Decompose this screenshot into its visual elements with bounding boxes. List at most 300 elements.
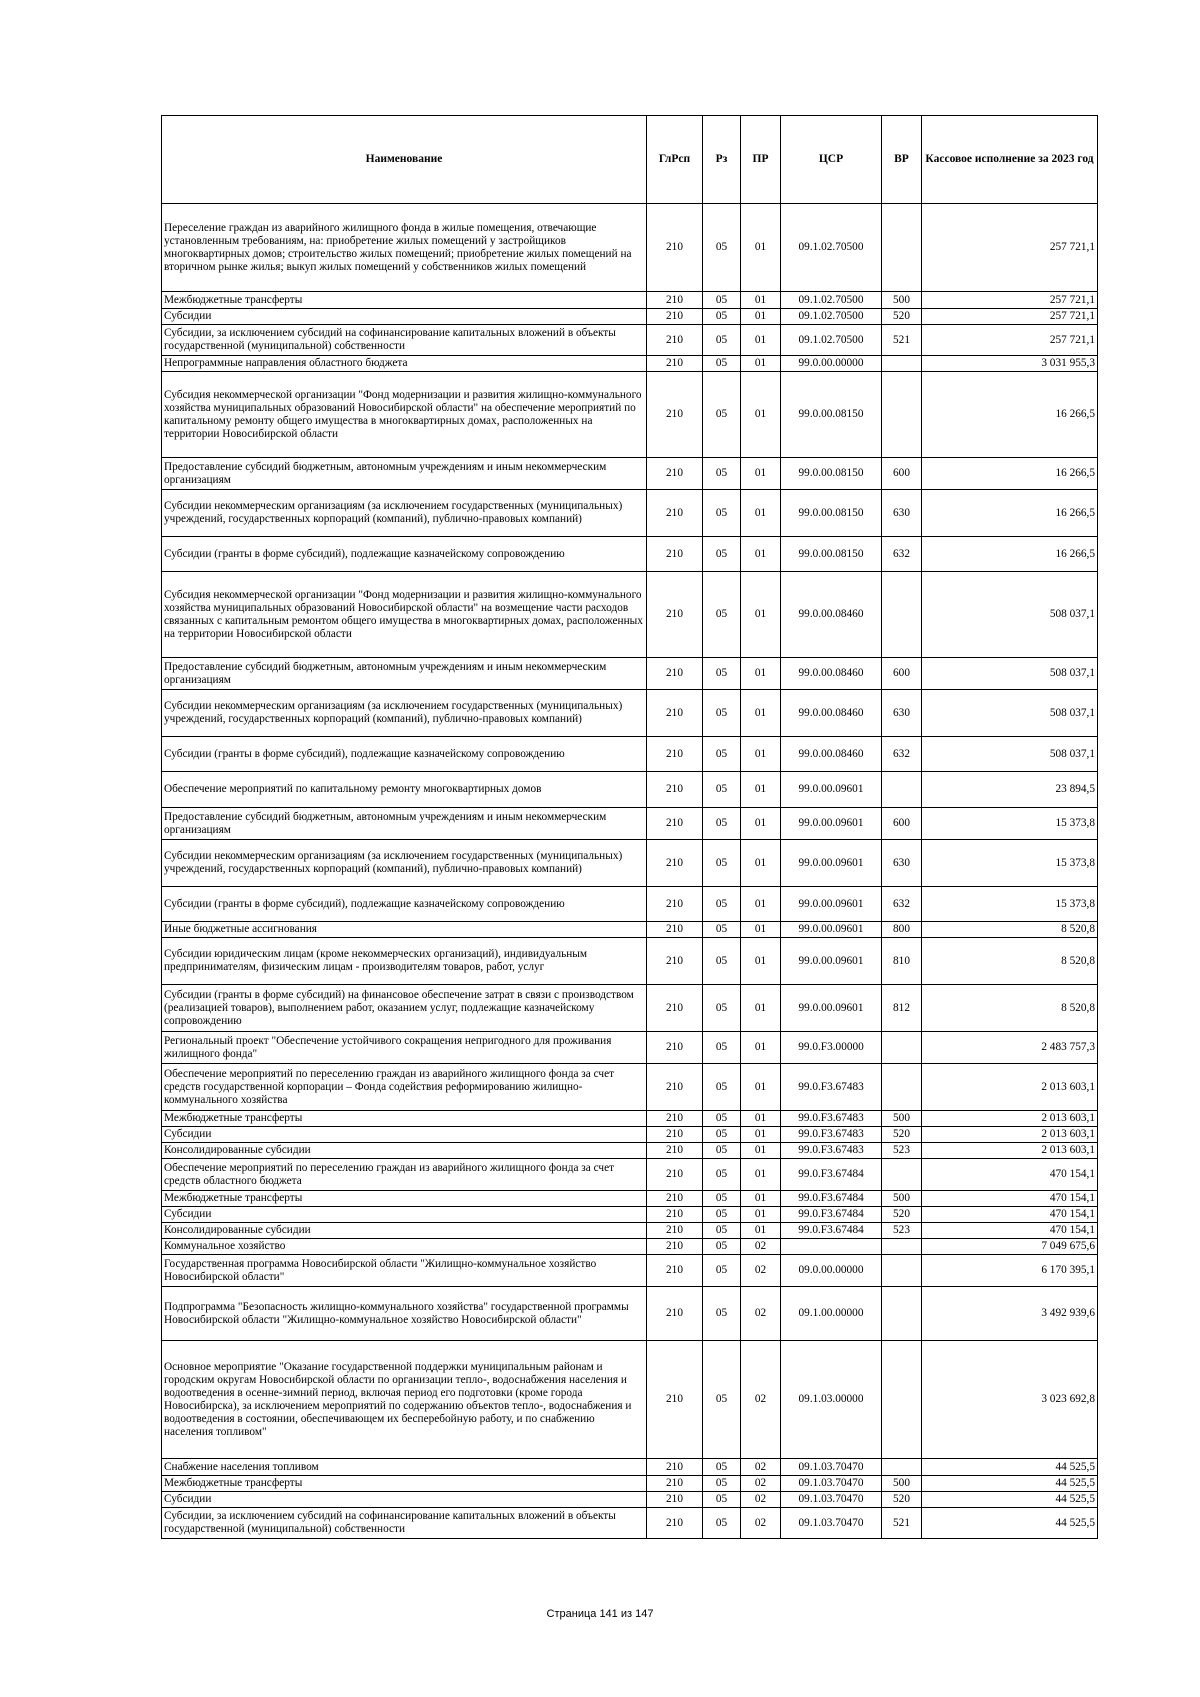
col-header-pr: ПР bbox=[741, 116, 781, 204]
cell-rz: 05 bbox=[703, 537, 741, 572]
col-header-name: Наименование bbox=[162, 116, 647, 204]
cell-rz: 05 bbox=[703, 1191, 741, 1207]
cell-vr: 500 bbox=[882, 1476, 922, 1492]
table-row bbox=[162, 840, 1098, 887]
cell-amount: 8 520,8 bbox=[922, 922, 1098, 938]
cell-name: Субсидии bbox=[162, 309, 647, 325]
cell-csr: 99.0.F3.67483 bbox=[781, 1064, 882, 1111]
cell-csr: 99.0.00.08460 bbox=[781, 658, 882, 690]
cell-vr: 520 bbox=[882, 1207, 922, 1223]
cell-glrsp: 210 bbox=[647, 1255, 703, 1287]
cell-rz: 05 bbox=[703, 1207, 741, 1223]
cell-vr: 810 bbox=[882, 938, 922, 985]
cell-glrsp: 210 bbox=[647, 737, 703, 772]
cell-glrsp: 210 bbox=[647, 1143, 703, 1159]
cell-vr bbox=[882, 1255, 922, 1287]
cell-rz: 05 bbox=[703, 1111, 741, 1127]
cell-name: Межбюджетные трансферты bbox=[162, 1111, 647, 1127]
cell-csr: 09.1.02.70500 bbox=[781, 204, 882, 292]
cell-name: Предоставление субсидий бюджетным, автономным учреждениям и иным некоммерческим организациям bbox=[162, 658, 647, 690]
cell-vr: 800 bbox=[882, 922, 922, 938]
cell-name: Субсидии bbox=[162, 1492, 647, 1508]
table-row bbox=[162, 1239, 1098, 1255]
cell-name: Субсидии некоммерческим организациям (за исключением государственных (муниципальных) учреждений, государственных корпораций (компаний), публично-правовых компаний) bbox=[162, 490, 647, 537]
cell-glrsp: 210 bbox=[647, 1287, 703, 1341]
cell-pr: 01 bbox=[741, 1223, 781, 1239]
cell-glrsp: 210 bbox=[647, 772, 703, 808]
cell-amount: 3 031 955,3 bbox=[922, 356, 1098, 372]
cell-name: Переселение граждан из аварийного жилищного фонда в жилые помещения, отвечающие установленным требованиям, на: приобретение жилых помещений у застройщиков многоквартирных домов; строительство жилых помещений; приобретение жилых помещений на вторичном рынке жилья; выкуп жилых помещений у собственников жилых помещений bbox=[162, 204, 647, 292]
cell-glrsp: 210 bbox=[647, 1127, 703, 1143]
table-row bbox=[162, 1476, 1098, 1492]
cell-csr bbox=[781, 1239, 882, 1255]
cell-pr: 01 bbox=[741, 1207, 781, 1223]
cell-name: Основное мероприятие "Оказание государственной поддержки муниципальным районам и городским округам Новосибирской области по организации тепло-, водоснабжения населения и водоотведения в осенне-зимний период, включая период его подготовки (кроме города Новосибирска), за исключением мероприятий по содержанию объектов тепло-, водоснабжения и водоотведения в состоянии, обеспечивающем их бесперебойную работу, и по снабжению населения топливом" bbox=[162, 1341, 647, 1459]
cell-rz: 05 bbox=[703, 772, 741, 808]
table-row bbox=[162, 1287, 1098, 1341]
table-row bbox=[162, 572, 1098, 658]
table-row bbox=[162, 537, 1098, 572]
cell-amount: 470 154,1 bbox=[922, 1159, 1098, 1191]
cell-vr bbox=[882, 1239, 922, 1255]
cell-name: Государственная программа Новосибирской области "Жилищно-коммунальное хозяйство Новосибирской области" bbox=[162, 1255, 647, 1287]
cell-vr: 630 bbox=[882, 490, 922, 537]
table-row bbox=[162, 1127, 1098, 1143]
cell-pr: 01 bbox=[741, 1032, 781, 1064]
cell-name: Подпрограмма "Безопасность жилищно-коммунального хозяйства" государственной программы Новосибирской области "Жилищно-коммунальное хозяйство Новосибирской области" bbox=[162, 1287, 647, 1341]
cell-csr: 09.1.02.70500 bbox=[781, 325, 882, 356]
cell-glrsp: 210 bbox=[647, 985, 703, 1032]
cell-amount: 7 049 675,6 bbox=[922, 1239, 1098, 1255]
cell-csr: 99.0.00.08150 bbox=[781, 372, 882, 458]
cell-csr: 09.1.02.70500 bbox=[781, 309, 882, 325]
cell-vr: 521 bbox=[882, 1508, 922, 1539]
cell-name: Обеспечение мероприятий по переселению граждан из аварийного жилищного фонда за счет средств областного бюджета bbox=[162, 1159, 647, 1191]
cell-amount: 508 037,1 bbox=[922, 737, 1098, 772]
cell-csr: 99.0.00.08150 bbox=[781, 458, 882, 490]
cell-pr: 01 bbox=[741, 690, 781, 737]
cell-glrsp: 210 bbox=[647, 572, 703, 658]
cell-rz: 05 bbox=[703, 325, 741, 356]
table-row bbox=[162, 1459, 1098, 1476]
cell-glrsp: 210 bbox=[647, 938, 703, 985]
cell-pr: 02 bbox=[741, 1492, 781, 1508]
cell-csr: 99.0.F3.67483 bbox=[781, 1127, 882, 1143]
cell-pr: 01 bbox=[741, 1111, 781, 1127]
cell-name: Межбюджетные трансферты bbox=[162, 1191, 647, 1207]
table-row bbox=[162, 325, 1098, 356]
cell-pr: 01 bbox=[741, 309, 781, 325]
cell-rz: 05 bbox=[703, 1064, 741, 1111]
cell-amount: 257 721,1 bbox=[922, 309, 1098, 325]
table-row bbox=[162, 922, 1098, 938]
cell-glrsp: 210 bbox=[647, 1341, 703, 1459]
table-row bbox=[162, 356, 1098, 372]
table-row bbox=[162, 1223, 1098, 1239]
cell-pr: 01 bbox=[741, 658, 781, 690]
cell-rz: 05 bbox=[703, 1127, 741, 1143]
cell-amount: 470 154,1 bbox=[922, 1207, 1098, 1223]
cell-vr: 600 bbox=[882, 458, 922, 490]
cell-csr: 09.1.03.70470 bbox=[781, 1459, 882, 1476]
cell-vr: 600 bbox=[882, 658, 922, 690]
table-row bbox=[162, 372, 1098, 458]
cell-glrsp: 210 bbox=[647, 887, 703, 922]
cell-rz: 05 bbox=[703, 1143, 741, 1159]
cell-glrsp: 210 bbox=[647, 808, 703, 840]
cell-name: Субсидии (гранты в форме субсидий), подлежащие казначейскому сопровождению bbox=[162, 537, 647, 572]
cell-pr: 01 bbox=[741, 887, 781, 922]
cell-name: Снабжение населения топливом bbox=[162, 1459, 647, 1476]
cell-glrsp: 210 bbox=[647, 204, 703, 292]
cell-glrsp: 210 bbox=[647, 1459, 703, 1476]
cell-amount: 16 266,5 bbox=[922, 458, 1098, 490]
cell-csr: 99.0.F3.67484 bbox=[781, 1207, 882, 1223]
cell-csr: 09.0.00.00000 bbox=[781, 1255, 882, 1287]
table-row bbox=[162, 1341, 1098, 1459]
cell-pr: 02 bbox=[741, 1341, 781, 1459]
cell-pr: 01 bbox=[741, 1191, 781, 1207]
page-footer: Страница 141 из 147 bbox=[546, 1608, 654, 1620]
cell-amount: 257 721,1 bbox=[922, 292, 1098, 309]
cell-csr: 99.0.00.00000 bbox=[781, 356, 882, 372]
cell-vr: 632 bbox=[882, 887, 922, 922]
cell-name: Межбюджетные трансферты bbox=[162, 1476, 647, 1492]
cell-name: Субсидии bbox=[162, 1127, 647, 1143]
table-row bbox=[162, 1064, 1098, 1111]
cell-amount: 2 013 603,1 bbox=[922, 1064, 1098, 1111]
cell-vr bbox=[882, 1159, 922, 1191]
cell-pr: 01 bbox=[741, 808, 781, 840]
cell-name: Субсидии некоммерческим организациям (за исключением государственных (муниципальных) учреждений, государственных корпораций (компаний), публично-правовых компаний) bbox=[162, 840, 647, 887]
cell-name: Межбюджетные трансферты bbox=[162, 292, 647, 309]
cell-glrsp: 210 bbox=[647, 490, 703, 537]
cell-rz: 05 bbox=[703, 808, 741, 840]
cell-csr: 99.0.00.09601 bbox=[781, 808, 882, 840]
cell-vr bbox=[882, 1287, 922, 1341]
cell-csr: 99.0.F3.00000 bbox=[781, 1032, 882, 1064]
cell-vr: 812 bbox=[882, 985, 922, 1032]
cell-csr: 99.0.00.09601 bbox=[781, 985, 882, 1032]
cell-glrsp: 210 bbox=[647, 372, 703, 458]
table-row bbox=[162, 1207, 1098, 1223]
cell-rz: 05 bbox=[703, 1341, 741, 1459]
cell-csr: 99.0.00.08460 bbox=[781, 737, 882, 772]
cell-amount: 3 492 939,6 bbox=[922, 1287, 1098, 1341]
cell-name: Обеспечение мероприятий по капитальному ремонту многоквартирных домов bbox=[162, 772, 647, 808]
cell-csr: 99.0.F3.67483 bbox=[781, 1111, 882, 1127]
cell-csr: 99.0.F3.67484 bbox=[781, 1191, 882, 1207]
cell-vr: 630 bbox=[882, 840, 922, 887]
cell-csr: 09.1.03.70470 bbox=[781, 1476, 882, 1492]
cell-vr bbox=[882, 1032, 922, 1064]
cell-vr bbox=[882, 772, 922, 808]
cell-vr: 523 bbox=[882, 1223, 922, 1239]
cell-amount: 6 170 395,1 bbox=[922, 1255, 1098, 1287]
table-body bbox=[162, 204, 1098, 1539]
cell-amount: 470 154,1 bbox=[922, 1223, 1098, 1239]
cell-rz: 05 bbox=[703, 1287, 741, 1341]
cell-vr bbox=[882, 372, 922, 458]
cell-pr: 02 bbox=[741, 1459, 781, 1476]
cell-rz: 05 bbox=[703, 938, 741, 985]
cell-name: Региональный проект "Обеспечение устойчивого сокращения непригодного для проживания жилищного фонда" bbox=[162, 1032, 647, 1064]
cell-pr: 01 bbox=[741, 490, 781, 537]
cell-vr bbox=[882, 1064, 922, 1111]
cell-glrsp: 210 bbox=[647, 1476, 703, 1492]
cell-vr bbox=[882, 204, 922, 292]
cell-csr: 99.0.00.09601 bbox=[781, 840, 882, 887]
budget-table bbox=[161, 115, 1098, 1539]
table-row bbox=[162, 1492, 1098, 1508]
cell-glrsp: 210 bbox=[647, 356, 703, 372]
table-row bbox=[162, 737, 1098, 772]
cell-glrsp: 210 bbox=[647, 1159, 703, 1191]
table-row bbox=[162, 690, 1098, 737]
cell-vr bbox=[882, 572, 922, 658]
table-row bbox=[162, 938, 1098, 985]
cell-amount: 44 525,5 bbox=[922, 1508, 1098, 1539]
cell-amount: 16 266,5 bbox=[922, 537, 1098, 572]
cell-vr: 600 bbox=[882, 808, 922, 840]
table-header-row bbox=[162, 116, 1098, 204]
table-row bbox=[162, 985, 1098, 1032]
table-row bbox=[162, 1508, 1098, 1539]
cell-rz: 05 bbox=[703, 1459, 741, 1476]
cell-pr: 01 bbox=[741, 292, 781, 309]
cell-rz: 05 bbox=[703, 490, 741, 537]
cell-vr bbox=[882, 1459, 922, 1476]
cell-glrsp: 210 bbox=[647, 1492, 703, 1508]
cell-rz: 05 bbox=[703, 1492, 741, 1508]
cell-rz: 05 bbox=[703, 1255, 741, 1287]
cell-csr: 09.1.03.70470 bbox=[781, 1492, 882, 1508]
cell-rz: 05 bbox=[703, 309, 741, 325]
cell-pr: 01 bbox=[741, 204, 781, 292]
cell-pr: 02 bbox=[741, 1476, 781, 1492]
table-row bbox=[162, 887, 1098, 922]
table-row bbox=[162, 658, 1098, 690]
cell-rz: 05 bbox=[703, 1508, 741, 1539]
cell-vr: 523 bbox=[882, 1143, 922, 1159]
cell-csr: 99.0.00.09601 bbox=[781, 922, 882, 938]
cell-pr: 02 bbox=[741, 1287, 781, 1341]
cell-rz: 05 bbox=[703, 887, 741, 922]
cell-csr: 99.0.00.08150 bbox=[781, 490, 882, 537]
cell-name: Обеспечение мероприятий по переселению граждан из аварийного жилищного фонда за счет средств государственной корпорации – Фонда содействия реформированию жилищно-коммунального хозяйства bbox=[162, 1064, 647, 1111]
cell-glrsp: 210 bbox=[647, 292, 703, 309]
cell-name: Предоставление субсидий бюджетным, автономным учреждениям и иным некоммерческим организациям bbox=[162, 808, 647, 840]
cell-name: Субсидия некоммерческой организации "Фонд модернизации и развития жилищно-коммунального хозяйства муниципальных образований Новосибирской области" на обеспечение мероприятий по капитальному ремонту общего имущества в многоквартирных домах, расположенных на территории Новосибирской области bbox=[162, 372, 647, 458]
cell-glrsp: 210 bbox=[647, 658, 703, 690]
cell-amount: 44 525,5 bbox=[922, 1459, 1098, 1476]
cell-amount: 23 894,5 bbox=[922, 772, 1098, 808]
cell-amount: 8 520,8 bbox=[922, 985, 1098, 1032]
cell-vr: 632 bbox=[882, 537, 922, 572]
cell-glrsp: 210 bbox=[647, 1239, 703, 1255]
cell-name: Субсидии, за исключением субсидий на софинансирование капитальных вложений в объекты государственной (муниципальной) собственности bbox=[162, 1508, 647, 1539]
cell-rz: 05 bbox=[703, 572, 741, 658]
cell-pr: 01 bbox=[741, 1159, 781, 1191]
table-row bbox=[162, 309, 1098, 325]
table-row bbox=[162, 772, 1098, 808]
cell-rz: 05 bbox=[703, 356, 741, 372]
cell-vr bbox=[882, 356, 922, 372]
cell-rz: 05 bbox=[703, 840, 741, 887]
cell-pr: 01 bbox=[741, 458, 781, 490]
table-row bbox=[162, 1159, 1098, 1191]
cell-csr: 99.0.00.09601 bbox=[781, 887, 882, 922]
cell-glrsp: 210 bbox=[647, 1032, 703, 1064]
cell-rz: 05 bbox=[703, 204, 741, 292]
cell-rz: 05 bbox=[703, 737, 741, 772]
cell-rz: 05 bbox=[703, 372, 741, 458]
col-header-rz: Рз bbox=[703, 116, 741, 204]
cell-csr: 99.0.00.09601 bbox=[781, 938, 882, 985]
cell-csr: 09.1.03.00000 bbox=[781, 1341, 882, 1459]
cell-amount: 16 266,5 bbox=[922, 490, 1098, 537]
cell-vr: 521 bbox=[882, 325, 922, 356]
cell-vr: 520 bbox=[882, 1127, 922, 1143]
cell-amount: 508 037,1 bbox=[922, 572, 1098, 658]
cell-vr: 500 bbox=[882, 1191, 922, 1207]
cell-glrsp: 210 bbox=[647, 1508, 703, 1539]
cell-pr: 02 bbox=[741, 1239, 781, 1255]
table-row bbox=[162, 1111, 1098, 1127]
cell-pr: 01 bbox=[741, 938, 781, 985]
cell-glrsp: 210 bbox=[647, 309, 703, 325]
col-header-glrsp: ГлРсп bbox=[647, 116, 703, 204]
cell-pr: 01 bbox=[741, 1127, 781, 1143]
col-header-csr: ЦСР bbox=[781, 116, 882, 204]
col-header-vr: ВР bbox=[882, 116, 922, 204]
cell-amount: 15 373,8 bbox=[922, 887, 1098, 922]
cell-name: Коммунальное хозяйство bbox=[162, 1239, 647, 1255]
cell-rz: 05 bbox=[703, 658, 741, 690]
cell-name: Субсидии юридическим лицам (кроме некоммерческих организаций), индивидуальным предпринимателям, физическим лицам - производителям товаров, работ, услуг bbox=[162, 938, 647, 985]
cell-pr: 02 bbox=[741, 1508, 781, 1539]
cell-name: Консолидированные субсидии bbox=[162, 1143, 647, 1159]
cell-glrsp: 210 bbox=[647, 458, 703, 490]
cell-vr bbox=[882, 1341, 922, 1459]
cell-rz: 05 bbox=[703, 458, 741, 490]
cell-glrsp: 210 bbox=[647, 1191, 703, 1207]
cell-csr: 09.1.02.70500 bbox=[781, 292, 882, 309]
cell-rz: 05 bbox=[703, 985, 741, 1032]
cell-vr: 520 bbox=[882, 1492, 922, 1508]
cell-glrsp: 210 bbox=[647, 325, 703, 356]
cell-amount: 44 525,5 bbox=[922, 1492, 1098, 1508]
cell-name: Субсидии некоммерческим организациям (за исключением государственных (муниципальных) учреждений, государственных корпораций (компаний), публично-правовых компаний) bbox=[162, 690, 647, 737]
cell-name: Субсидии, за исключением субсидий на софинансирование капитальных вложений в объекты государственной (муниципальной) собственности bbox=[162, 325, 647, 356]
cell-csr: 99.0.F3.67484 bbox=[781, 1159, 882, 1191]
cell-vr: 632 bbox=[882, 737, 922, 772]
cell-pr: 01 bbox=[741, 372, 781, 458]
cell-pr: 01 bbox=[741, 922, 781, 938]
cell-glrsp: 210 bbox=[647, 1111, 703, 1127]
cell-csr: 99.0.F3.67484 bbox=[781, 1223, 882, 1239]
cell-amount: 470 154,1 bbox=[922, 1191, 1098, 1207]
cell-name: Предоставление субсидий бюджетным, автономным учреждениям и иным некоммерческим организациям bbox=[162, 458, 647, 490]
cell-pr: 01 bbox=[741, 1064, 781, 1111]
cell-name: Иные бюджетные ассигнования bbox=[162, 922, 647, 938]
cell-name: Субсидии (гранты в форме субсидий), подлежащие казначейскому сопровождению bbox=[162, 737, 647, 772]
cell-name: Субсидии bbox=[162, 1207, 647, 1223]
cell-csr: 99.0.00.08460 bbox=[781, 690, 882, 737]
table-row bbox=[162, 1032, 1098, 1064]
cell-rz: 05 bbox=[703, 1159, 741, 1191]
cell-vr: 520 bbox=[882, 309, 922, 325]
cell-csr: 99.0.00.09601 bbox=[781, 772, 882, 808]
cell-glrsp: 210 bbox=[647, 922, 703, 938]
cell-pr: 02 bbox=[741, 1255, 781, 1287]
cell-pr: 01 bbox=[741, 325, 781, 356]
cell-rz: 05 bbox=[703, 690, 741, 737]
cell-amount: 508 037,1 bbox=[922, 690, 1098, 737]
cell-rz: 05 bbox=[703, 1032, 741, 1064]
cell-csr: 99.0.F3.67483 bbox=[781, 1143, 882, 1159]
table-row bbox=[162, 1255, 1098, 1287]
cell-amount: 2 483 757,3 bbox=[922, 1032, 1098, 1064]
cell-csr: 99.0.00.08460 bbox=[781, 572, 882, 658]
cell-amount: 257 721,1 bbox=[922, 204, 1098, 292]
cell-amount: 3 023 692,8 bbox=[922, 1341, 1098, 1459]
table-row bbox=[162, 204, 1098, 292]
cell-pr: 01 bbox=[741, 737, 781, 772]
cell-glrsp: 210 bbox=[647, 1223, 703, 1239]
cell-pr: 01 bbox=[741, 537, 781, 572]
cell-csr: 99.0.00.08150 bbox=[781, 537, 882, 572]
cell-name: Субсидии (гранты в форме субсидий) на финансовое обеспечение затрат в связи с производством (реализацией товаров), выполнением работ, оказанием услуг, подлежащие казначейскому сопровождению bbox=[162, 985, 647, 1032]
table-row bbox=[162, 1143, 1098, 1159]
table-row bbox=[162, 458, 1098, 490]
cell-amount: 2 013 603,1 bbox=[922, 1127, 1098, 1143]
cell-amount: 15 373,8 bbox=[922, 840, 1098, 887]
cell-glrsp: 210 bbox=[647, 840, 703, 887]
cell-rz: 05 bbox=[703, 922, 741, 938]
table-row bbox=[162, 292, 1098, 309]
cell-pr: 01 bbox=[741, 1143, 781, 1159]
cell-name: Консолидированные субсидии bbox=[162, 1223, 647, 1239]
cell-amount: 2 013 603,1 bbox=[922, 1111, 1098, 1127]
cell-name: Непрограммные направления областного бюджета bbox=[162, 356, 647, 372]
table-row bbox=[162, 490, 1098, 537]
cell-glrsp: 210 bbox=[647, 690, 703, 737]
cell-amount: 257 721,1 bbox=[922, 325, 1098, 356]
cell-vr: 500 bbox=[882, 292, 922, 309]
cell-glrsp: 210 bbox=[647, 1207, 703, 1223]
col-header-amount: Кассовое исполнение за 2023 год bbox=[922, 116, 1098, 204]
cell-pr: 01 bbox=[741, 985, 781, 1032]
cell-name: Субсидии (гранты в форме субсидий), подлежащие казначейскому сопровождению bbox=[162, 887, 647, 922]
cell-csr: 09.1.00.00000 bbox=[781, 1287, 882, 1341]
cell-glrsp: 210 bbox=[647, 537, 703, 572]
cell-rz: 05 bbox=[703, 1476, 741, 1492]
cell-amount: 16 266,5 bbox=[922, 372, 1098, 458]
table-row bbox=[162, 808, 1098, 840]
cell-amount: 44 525,5 bbox=[922, 1476, 1098, 1492]
cell-vr: 500 bbox=[882, 1111, 922, 1127]
cell-amount: 8 520,8 bbox=[922, 938, 1098, 985]
cell-amount: 15 373,8 bbox=[922, 808, 1098, 840]
cell-rz: 05 bbox=[703, 292, 741, 309]
cell-pr: 01 bbox=[741, 356, 781, 372]
cell-amount: 2 013 603,1 bbox=[922, 1143, 1098, 1159]
cell-pr: 01 bbox=[741, 840, 781, 887]
cell-pr: 01 bbox=[741, 772, 781, 808]
cell-vr: 630 bbox=[882, 690, 922, 737]
cell-glrsp: 210 bbox=[647, 1064, 703, 1111]
